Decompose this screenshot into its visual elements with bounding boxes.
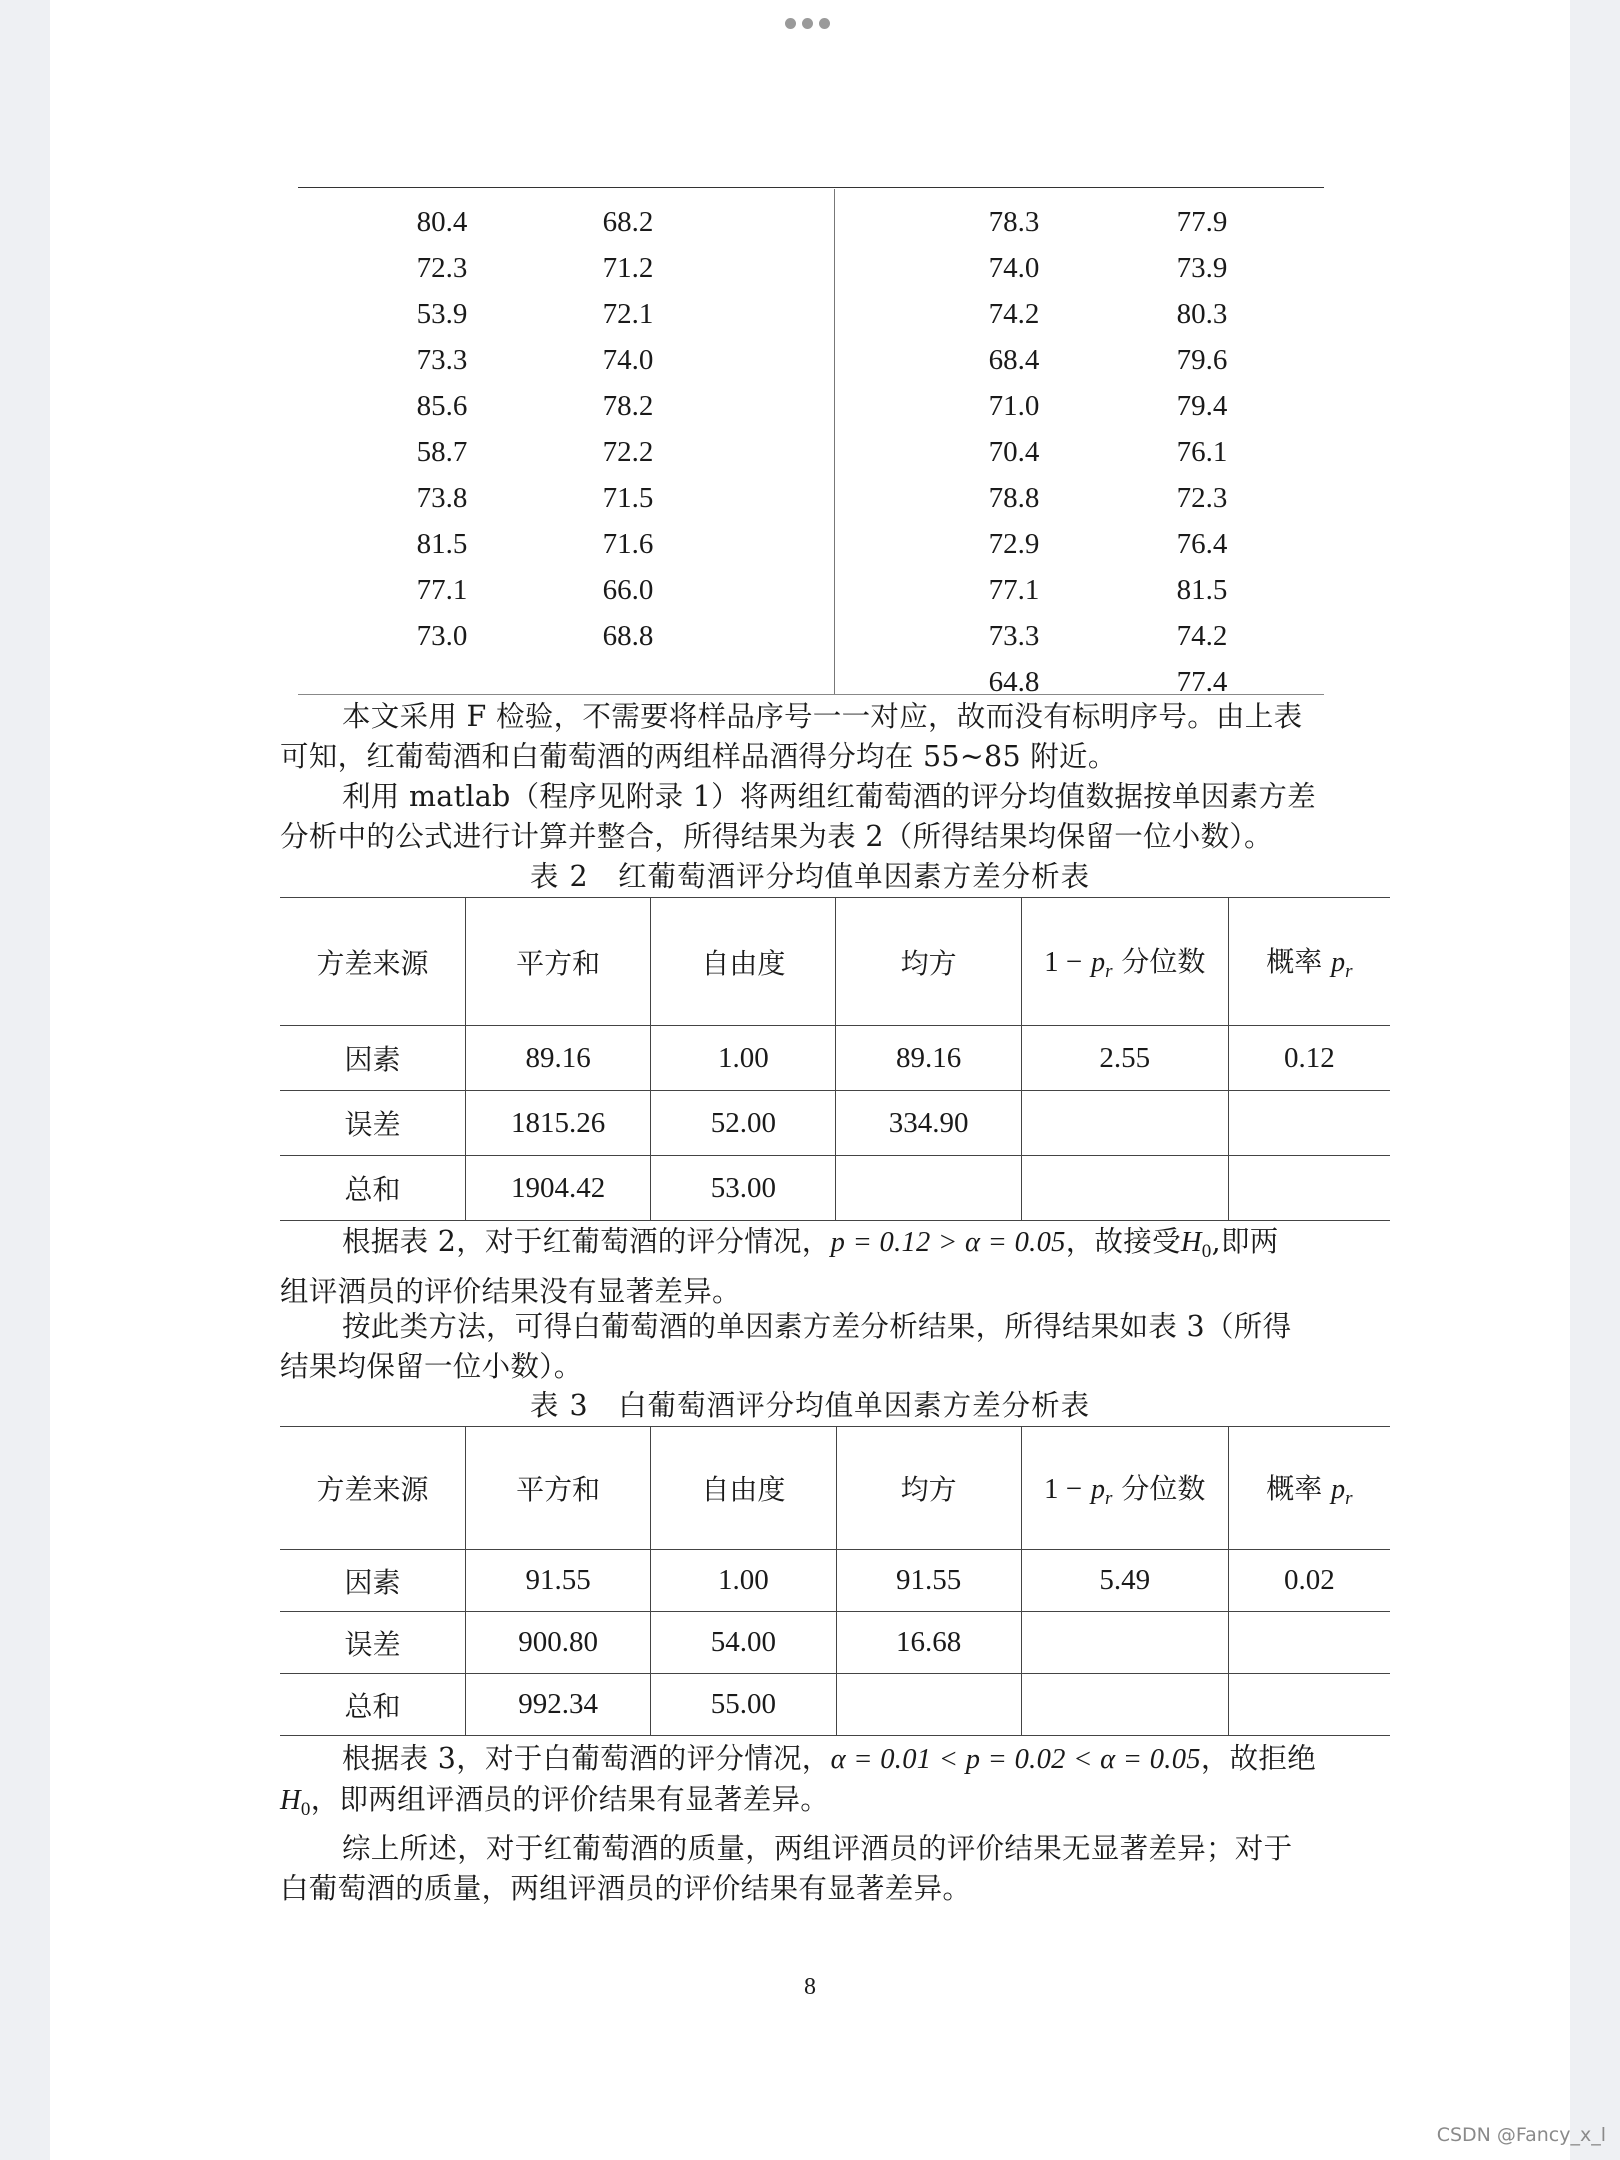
cell-ms: 89.16 bbox=[836, 1026, 1021, 1091]
table-cell: 74.2 bbox=[988, 298, 1040, 330]
table-row bbox=[280, 1026, 1390, 1091]
table-cell: 81.5 bbox=[416, 528, 468, 560]
paragraph-2 bbox=[280, 777, 1340, 857]
table-cell: 77.1 bbox=[416, 574, 468, 606]
formula: p = 0.12 > α = 0.05 bbox=[830, 1227, 1066, 1258]
watermark: CSDN @Fancy_x_l bbox=[1436, 2124, 1606, 2146]
table-cell: 72.3 bbox=[416, 252, 468, 284]
cell-ms bbox=[836, 1156, 1021, 1221]
cell-source: 因素 bbox=[280, 1026, 465, 1091]
cell-prob bbox=[1228, 1156, 1390, 1221]
text-line: 综上所述，对于红葡萄酒的质量，两组评酒员的评价结果无显著差异；对于 bbox=[342, 1832, 1293, 1865]
header-probability: 概率 $p_r$ bbox=[1228, 1427, 1390, 1550]
table-cell: 58.7 bbox=[416, 436, 468, 468]
paragraph-1 bbox=[280, 697, 1340, 777]
cell-prob bbox=[1228, 1091, 1390, 1156]
cell-q bbox=[1021, 1091, 1228, 1156]
cell-ss: 91.55 bbox=[465, 1550, 650, 1612]
cell-ss: 1904.42 bbox=[465, 1156, 650, 1221]
text-line: 可知，红葡萄酒和白葡萄酒的两组样品酒得分均在 55~85 附近。 bbox=[280, 740, 1117, 773]
cell-df: 55.00 bbox=[651, 1674, 836, 1736]
text-line: 利用 matlab（程序见附录 1）将两组红葡萄酒的评分均值数据按单因素方差 bbox=[342, 780, 1316, 813]
cell-q: 2.55 bbox=[1021, 1026, 1228, 1091]
anova-table-white bbox=[280, 1426, 1390, 1736]
formula: α = 0.01 < p = 0.02 < α = 0.05 bbox=[830, 1744, 1201, 1775]
table-cell: 71.0 bbox=[988, 390, 1040, 422]
header-quantile: $1 - p_r$ 分位数 bbox=[1021, 1427, 1228, 1550]
table-cell: 79.4 bbox=[1176, 390, 1228, 422]
table-cell: 80.4 bbox=[416, 206, 468, 238]
table-cell: 77.1 bbox=[988, 574, 1040, 606]
table-cell: 85.6 bbox=[416, 390, 468, 422]
table-cell: 53.9 bbox=[416, 298, 468, 330]
table-row bbox=[280, 1612, 1390, 1674]
text-line: $H_0$，即两组评酒员的评价结果有显著差异。 bbox=[280, 1783, 830, 1820]
cell-q: 5.49 bbox=[1021, 1550, 1228, 1612]
header-ms: 均方 bbox=[836, 898, 1021, 1026]
table-cell: 81.5 bbox=[1176, 574, 1228, 606]
table-cell: 76.4 bbox=[1176, 528, 1228, 560]
cell-df: 52.00 bbox=[651, 1091, 836, 1156]
cell-q bbox=[1021, 1156, 1228, 1221]
table-row bbox=[280, 1156, 1390, 1221]
table-cell: 80.3 bbox=[1176, 298, 1228, 330]
table-cell: 73.9 bbox=[1176, 252, 1228, 284]
more-options-icon[interactable] bbox=[785, 18, 830, 29]
cell-df: 53.00 bbox=[651, 1156, 836, 1221]
text-line: 根据表 3，对于白葡萄酒的评分情况，α = 0.01 < p = 0.02 < α = 0.05，故拒绝 bbox=[342, 1742, 1317, 1775]
cell-q bbox=[1021, 1612, 1228, 1674]
text-line: 结果均保留一位小数）。 bbox=[280, 1350, 583, 1383]
cell-prob bbox=[1228, 1612, 1390, 1674]
table-cell: 77.4 bbox=[1176, 666, 1228, 698]
cell-ms: 16.68 bbox=[836, 1612, 1021, 1674]
table-cell: 66.0 bbox=[602, 574, 654, 606]
header-ss: 平方和 bbox=[465, 1427, 650, 1550]
header-source: 方差来源 bbox=[280, 1427, 465, 1550]
table-cell: 72.1 bbox=[602, 298, 654, 330]
table-cell: 74.0 bbox=[988, 252, 1040, 284]
cell-ss: 992.34 bbox=[465, 1674, 650, 1736]
table-cell: 73.3 bbox=[988, 620, 1040, 652]
table-3-caption: 表 3 白葡萄酒评分均值单因素方差分析表 bbox=[529, 1389, 1091, 1422]
table-cell: 72.2 bbox=[602, 436, 654, 468]
table-cell: 73.3 bbox=[416, 344, 468, 376]
cell-source: 因素 bbox=[280, 1550, 465, 1612]
table-cell: 71.2 bbox=[602, 252, 654, 284]
table-cell: 74.0 bbox=[602, 344, 654, 376]
cell-ss: 1815.26 bbox=[465, 1091, 650, 1156]
table-cell: 72.9 bbox=[988, 528, 1040, 560]
table-row bbox=[280, 1674, 1390, 1736]
anova-table-red bbox=[280, 897, 1390, 1221]
table-cell: 73.8 bbox=[416, 482, 468, 514]
table-cell: 78.2 bbox=[602, 390, 654, 422]
table-cell: 79.6 bbox=[1176, 344, 1228, 376]
text-line: 白葡萄酒的质量，两组评酒员的评价结果有显著差异。 bbox=[280, 1872, 972, 1905]
header-quantile: $1 - p_r$ 分位数 bbox=[1021, 898, 1228, 1026]
table-cell: 77.9 bbox=[1176, 206, 1228, 238]
header-df: 自由度 bbox=[651, 1427, 836, 1550]
table-cell: 68.8 bbox=[602, 620, 654, 652]
table-cell: 74.2 bbox=[1176, 620, 1228, 652]
paragraph-5 bbox=[280, 1739, 1340, 1830]
table-2-caption: 表 2 红葡萄酒评分均值单因素方差分析表 bbox=[529, 860, 1091, 893]
text-line: 本文采用 F 检验，不需要将样品序号一一对应，故而没有标明序号。由上表 bbox=[342, 700, 1303, 733]
cell-prob: 0.02 bbox=[1228, 1550, 1390, 1612]
table-cell: 70.4 bbox=[988, 436, 1040, 468]
text-line: 分析中的公式进行计算并整合，所得结果为表 2（所得结果均保留一位小数）。 bbox=[280, 820, 1273, 853]
header-probability: 概率 $p_r$ bbox=[1228, 898, 1390, 1026]
cell-ms: 91.55 bbox=[836, 1550, 1021, 1612]
table-top-rule bbox=[298, 187, 1324, 188]
cell-source: 误差 bbox=[280, 1091, 465, 1156]
table-cell: 71.6 bbox=[602, 528, 654, 560]
table-cell: 72.3 bbox=[1176, 482, 1228, 514]
text-line: 根据表 2，对于红葡萄酒的评分情况，p = 0.12 > α = 0.05，故接受$H_0$,即两 bbox=[342, 1225, 1279, 1262]
paragraph-3 bbox=[280, 1222, 1340, 1312]
cell-source: 总和 bbox=[280, 1674, 465, 1736]
table-cell: 78.8 bbox=[988, 482, 1040, 514]
cell-source: 总和 bbox=[280, 1156, 465, 1221]
cell-ms: 334.90 bbox=[836, 1091, 1021, 1156]
table-cell: 78.3 bbox=[988, 206, 1040, 238]
cell-df: 1.00 bbox=[651, 1550, 836, 1612]
cell-df: 54.00 bbox=[651, 1612, 836, 1674]
header-df: 自由度 bbox=[651, 898, 836, 1026]
table-row bbox=[280, 1091, 1390, 1156]
cell-df: 1.00 bbox=[651, 1026, 836, 1091]
table-cell: 68.4 bbox=[988, 344, 1040, 376]
text-line: 按此类方法，可得白葡萄酒的单因素方差分析结果，所得结果如表 3（所得 bbox=[342, 1310, 1292, 1343]
table-cell: 76.1 bbox=[1176, 436, 1228, 468]
page-number: 8 bbox=[804, 1974, 816, 2000]
table-row bbox=[280, 1550, 1390, 1612]
table-cell: 71.5 bbox=[602, 482, 654, 514]
raw-scores-table bbox=[298, 187, 1324, 698]
table-cell: 73.0 bbox=[416, 620, 468, 652]
cell-ss: 900.80 bbox=[465, 1612, 650, 1674]
cell-ms bbox=[836, 1674, 1021, 1736]
text-line: 组评酒员的评价结果没有显著差异。 bbox=[280, 1275, 741, 1308]
cell-q bbox=[1021, 1674, 1228, 1736]
table-cell: 64.8 bbox=[988, 666, 1040, 698]
header-ss: 平方和 bbox=[465, 898, 650, 1026]
paragraph-6 bbox=[280, 1829, 1340, 1909]
header-source: 方差来源 bbox=[280, 898, 465, 1026]
table-cell: 68.2 bbox=[602, 206, 654, 238]
cell-ss: 89.16 bbox=[465, 1026, 650, 1091]
cell-prob: 0.12 bbox=[1228, 1026, 1390, 1091]
cell-source: 误差 bbox=[280, 1612, 465, 1674]
cell-prob bbox=[1228, 1674, 1390, 1736]
table-divider bbox=[834, 189, 835, 695]
header-ms: 均方 bbox=[836, 1427, 1021, 1550]
paragraph-4 bbox=[280, 1307, 1340, 1387]
